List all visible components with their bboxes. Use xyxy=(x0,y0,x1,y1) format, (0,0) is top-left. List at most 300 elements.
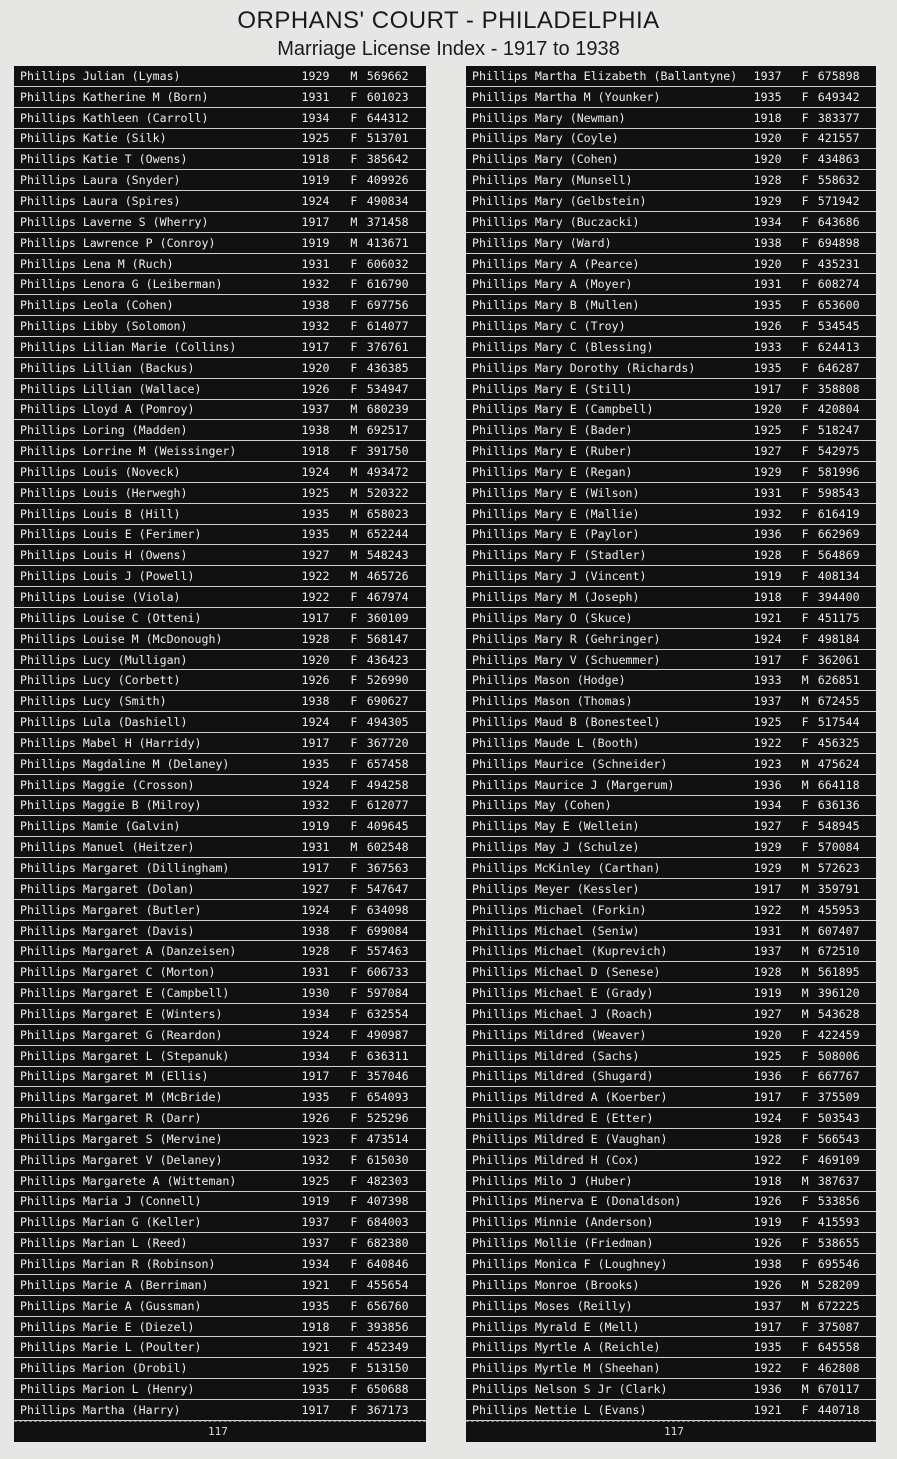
entry-license-number: 606032 xyxy=(366,256,409,271)
entry-name: Phillips Louise M (McDonough) xyxy=(20,631,223,646)
entry-sex: F xyxy=(350,1236,358,1251)
entry-sex: F xyxy=(350,1215,358,1230)
entry-sex: F xyxy=(350,923,358,938)
entry-name: Phillips Julian (Lymas) xyxy=(20,68,181,83)
entry-year: 1934 xyxy=(753,214,782,229)
index-entry-row xyxy=(14,400,426,421)
entry-name: Phillips May (Cohen) xyxy=(472,798,612,813)
entry-sex: F xyxy=(350,256,358,271)
entry-year: 1917 xyxy=(753,1319,782,1334)
entry-name: Phillips Maud B (Bonesteel) xyxy=(472,715,661,730)
index-entry-row xyxy=(466,87,876,108)
entry-name: Phillips Michael (Kuprevich) xyxy=(472,944,668,959)
entry-year: 1935 xyxy=(301,1382,330,1397)
entry-year: 1938 xyxy=(753,1257,782,1272)
entry-sex: M xyxy=(350,569,358,584)
entry-year: 1918 xyxy=(301,1319,330,1334)
page-header xyxy=(0,6,897,62)
page-number-left: 117 xyxy=(14,1421,426,1442)
entry-name: Phillips Margaret C (Morton) xyxy=(20,965,216,980)
entry-year: 1937 xyxy=(753,694,782,709)
entry-year: 1926 xyxy=(301,381,330,396)
entry-license-number: 561895 xyxy=(817,965,860,980)
entry-year: 1917 xyxy=(301,1402,330,1417)
entry-name: Phillips Lula (Dashiell) xyxy=(20,715,188,730)
entry-year: 1926 xyxy=(753,319,782,334)
entry-license-number: 517544 xyxy=(817,715,860,730)
entry-license-number: 376761 xyxy=(366,339,409,354)
entry-sex: F xyxy=(350,1069,358,1084)
index-entry-row xyxy=(466,108,876,129)
entry-name: Phillips Laura (Spires) xyxy=(20,193,181,208)
entry-license-number: 452349 xyxy=(366,1340,409,1355)
entry-year: 1920 xyxy=(753,1027,782,1042)
index-entry-row xyxy=(466,170,876,191)
index-entry-row xyxy=(14,1379,426,1400)
entry-name: Phillips Lucy (Corbett) xyxy=(20,673,181,688)
entry-sex: F xyxy=(801,1257,809,1272)
entry-license-number: 684003 xyxy=(366,1215,409,1230)
index-entry-row xyxy=(14,358,426,379)
entry-sex: F xyxy=(350,1027,358,1042)
entry-sex: F xyxy=(801,235,809,250)
entry-name: Phillips Lawrence P (Conroy) xyxy=(20,235,216,250)
entry-license-number: 662969 xyxy=(817,527,860,542)
entry-sex: F xyxy=(801,735,809,750)
entry-sex: F xyxy=(801,1131,809,1146)
entry-year: 1931 xyxy=(301,256,330,271)
entry-sex: F xyxy=(801,1048,809,1063)
entry-sex: F xyxy=(801,319,809,334)
entry-year: 1923 xyxy=(301,1131,330,1146)
entry-year: 1919 xyxy=(753,986,782,1001)
index-entry-row xyxy=(466,358,876,379)
index-entry-row xyxy=(466,1067,876,1088)
index-entry-row xyxy=(14,1108,426,1129)
entry-name: Phillips Margaret (Davis) xyxy=(20,923,195,938)
entry-license-number: 597084 xyxy=(366,986,409,1001)
entry-sex: M xyxy=(350,214,358,229)
index-entry-row xyxy=(466,504,876,525)
entry-sex: F xyxy=(801,173,809,188)
entry-sex: F xyxy=(801,840,809,855)
entry-year: 1924 xyxy=(301,1027,330,1042)
entry-year: 1936 xyxy=(753,777,782,792)
index-entry-row xyxy=(14,816,426,837)
entry-license-number: 571942 xyxy=(817,193,860,208)
index-entry-row xyxy=(466,921,876,942)
entry-year: 1931 xyxy=(753,923,782,938)
index-entry-row xyxy=(466,941,876,962)
entry-sex: M xyxy=(801,1298,809,1313)
entry-name: Phillips Katherine M (Born) xyxy=(20,89,209,104)
index-entry-row xyxy=(466,1233,876,1254)
entry-license-number: 513701 xyxy=(366,131,409,146)
entry-sex: F xyxy=(801,548,809,563)
entry-name: Phillips Milo J (Huber) xyxy=(472,1173,633,1188)
index-entry-row xyxy=(14,566,426,587)
entry-year: 1927 xyxy=(753,1006,782,1021)
entry-year: 1928 xyxy=(301,631,330,646)
entry-year: 1919 xyxy=(301,173,330,188)
entry-license-number: 508006 xyxy=(817,1048,860,1063)
index-entry-row xyxy=(466,1150,876,1171)
entry-license-number: 598543 xyxy=(817,485,860,500)
index-entry-row xyxy=(466,1358,876,1379)
entry-year: 1935 xyxy=(301,1298,330,1313)
index-entry-row xyxy=(14,1025,426,1046)
index-entry-row xyxy=(466,608,876,629)
index-entry-row xyxy=(466,1087,876,1108)
entry-sex: F xyxy=(801,715,809,730)
entry-sex: F xyxy=(350,756,358,771)
entry-sex: F xyxy=(801,527,809,542)
entry-name: Phillips Mary A (Moyer) xyxy=(472,277,633,292)
entry-name: Phillips Louis (Noveck) xyxy=(20,464,181,479)
entry-license-number: 538655 xyxy=(817,1236,860,1251)
entry-license-number: 548945 xyxy=(817,819,860,834)
entry-license-number: 675898 xyxy=(817,68,860,83)
entry-sex: F xyxy=(801,569,809,584)
index-entry-row xyxy=(14,1129,426,1150)
entry-year: 1917 xyxy=(301,735,330,750)
index-entry-row xyxy=(14,295,426,316)
entry-sex: F xyxy=(350,277,358,292)
entry-year: 1919 xyxy=(753,569,782,584)
entry-sex: F xyxy=(801,444,809,459)
entry-sex: F xyxy=(350,1131,358,1146)
entry-year: 1921 xyxy=(301,1277,330,1292)
entry-name: Phillips Mary F (Stadler) xyxy=(472,548,647,563)
index-entry-row xyxy=(14,254,426,275)
index-entry-row xyxy=(466,733,876,754)
entry-sex: M xyxy=(350,506,358,521)
entry-name: Phillips Maude L (Booth) xyxy=(472,735,640,750)
entry-sex: F xyxy=(350,444,358,459)
entry-license-number: 624413 xyxy=(817,339,860,354)
entry-year: 1934 xyxy=(301,110,330,125)
entry-name: Phillips Mary E (Campbell) xyxy=(472,402,654,417)
entry-year: 1934 xyxy=(301,1257,330,1272)
entry-year: 1938 xyxy=(301,923,330,938)
index-entry-row xyxy=(466,274,876,295)
entry-year: 1919 xyxy=(753,1215,782,1230)
index-entry-row xyxy=(466,712,876,733)
entry-sex: F xyxy=(350,1298,358,1313)
entry-name: Phillips Margaret V (Delaney) xyxy=(20,1152,223,1167)
entry-year: 1932 xyxy=(301,1152,330,1167)
entry-name: Phillips Marie L (Poulter) xyxy=(20,1340,202,1355)
index-entry-row xyxy=(466,1192,876,1213)
entry-license-number: 612077 xyxy=(366,798,409,813)
entry-license-number: 409645 xyxy=(366,819,409,834)
entry-year: 1925 xyxy=(301,1361,330,1376)
entry-sex: M xyxy=(801,1277,809,1292)
entry-year: 1928 xyxy=(753,173,782,188)
entry-sex: F xyxy=(801,590,809,605)
entry-name: Phillips Mary (Ward) xyxy=(472,235,612,250)
entry-license-number: 657458 xyxy=(366,756,409,771)
entry-sex: F xyxy=(801,110,809,125)
entry-name: Phillips Mary (Newman) xyxy=(472,110,626,125)
index-entry-row xyxy=(14,983,426,1004)
entry-name: Phillips Margaret (Dolan) xyxy=(20,881,195,896)
entry-name: Phillips Lucy (Smith) xyxy=(20,694,167,709)
entry-sex: F xyxy=(801,506,809,521)
entry-sex: F xyxy=(801,610,809,625)
entry-sex: F xyxy=(801,193,809,208)
entry-year: 1935 xyxy=(301,506,330,521)
entry-name: Phillips May E (Wellein) xyxy=(472,819,640,834)
entry-name: Phillips Mary C (Blessing) xyxy=(472,339,654,354)
entry-license-number: 465726 xyxy=(366,569,409,584)
index-entry-row xyxy=(14,420,426,441)
entry-year: 1931 xyxy=(301,965,330,980)
entry-sex: F xyxy=(801,1236,809,1251)
index-entry-row xyxy=(14,1275,426,1296)
entry-year: 1917 xyxy=(301,339,330,354)
entry-license-number: 528209 xyxy=(817,1277,860,1292)
index-entry-row xyxy=(466,545,876,566)
entry-license-number: 650688 xyxy=(366,1382,409,1397)
index-entry-row xyxy=(466,295,876,316)
entry-year: 1934 xyxy=(301,1048,330,1063)
entry-license-number: 670117 xyxy=(817,1382,860,1397)
index-entry-row xyxy=(14,1150,426,1171)
entry-license-number: 393856 xyxy=(366,1319,409,1334)
entry-license-number: 680239 xyxy=(366,402,409,417)
entry-year: 1920 xyxy=(753,152,782,167)
entry-name: Phillips Mollie (Friedman) xyxy=(472,1236,654,1251)
entry-license-number: 694898 xyxy=(817,235,860,250)
entry-sex: F xyxy=(801,152,809,167)
entry-license-number: 602548 xyxy=(366,840,409,855)
entry-sex: F xyxy=(350,965,358,980)
index-entry-row xyxy=(14,1337,426,1358)
entry-name: Phillips Marie A (Gussman) xyxy=(20,1298,202,1313)
entry-name: Phillips Marian R (Robinson) xyxy=(20,1257,216,1272)
entry-name: Phillips Martha Elizabeth (Ballantyne) xyxy=(472,68,738,83)
entry-license-number: 682380 xyxy=(366,1236,409,1251)
entry-sex: M xyxy=(801,673,809,688)
entry-name: Phillips Meyer (Kessler) xyxy=(472,881,640,896)
entry-sex: M xyxy=(801,1006,809,1021)
index-entry-row xyxy=(14,1004,426,1025)
entry-sex: F xyxy=(350,777,358,792)
entry-sex: F xyxy=(801,68,809,83)
entry-sex: M xyxy=(350,485,358,500)
entry-name: Phillips Margaret R (Darr) xyxy=(20,1111,202,1126)
entry-year: 1922 xyxy=(753,1361,782,1376)
entry-year: 1920 xyxy=(301,360,330,375)
entry-license-number: 542975 xyxy=(817,444,860,459)
entry-sex: M xyxy=(801,986,809,1001)
index-entry-row xyxy=(466,1379,876,1400)
entry-name: Phillips Moses (Reilly) xyxy=(472,1298,633,1313)
index-entry-row xyxy=(14,587,426,608)
entry-name: Phillips Libby (Solomon) xyxy=(20,319,188,334)
entry-year: 1926 xyxy=(301,1111,330,1126)
entry-name: Phillips Mary (Coyle) xyxy=(472,131,619,146)
entry-name: Phillips Marie E (Diezel) xyxy=(20,1319,195,1334)
entry-year: 1925 xyxy=(301,485,330,500)
entry-year: 1928 xyxy=(753,1131,782,1146)
page-title: ORPHANS' COURT - PHILADELPHIA xyxy=(237,7,660,34)
entry-license-number: 653600 xyxy=(817,298,860,313)
entry-year: 1924 xyxy=(301,464,330,479)
index-entry-row xyxy=(466,962,876,983)
entry-name: Phillips Marian L (Reed) xyxy=(20,1236,188,1251)
index-entry-row xyxy=(14,191,426,212)
entry-name: Phillips Monica F (Loughney) xyxy=(472,1257,668,1272)
index-entry-row xyxy=(14,1358,426,1379)
entry-license-number: 526990 xyxy=(366,673,409,688)
entry-license-number: 375509 xyxy=(817,1090,860,1105)
entry-year: 1922 xyxy=(753,1152,782,1167)
entry-sex: F xyxy=(350,652,358,667)
entry-year: 1935 xyxy=(301,527,330,542)
entry-year: 1929 xyxy=(753,193,782,208)
entry-year: 1926 xyxy=(301,673,330,688)
entry-name: Phillips Maggie (Crosson) xyxy=(20,777,195,792)
index-entry-row xyxy=(466,462,876,483)
index-entry-row xyxy=(14,691,426,712)
entry-license-number: 547647 xyxy=(366,881,409,896)
index-entry-row xyxy=(466,1004,876,1025)
entry-license-number: 644312 xyxy=(366,110,409,125)
entry-year: 1937 xyxy=(753,1298,782,1313)
entry-name: Phillips Margaret (Dillingham) xyxy=(20,860,230,875)
entry-year: 1938 xyxy=(301,298,330,313)
entry-name: Phillips Lenora G (Leiberman) xyxy=(20,277,223,292)
entry-sex: F xyxy=(801,402,809,417)
entry-name: Phillips Mildred E (Etter) xyxy=(472,1111,654,1126)
entry-sex: F xyxy=(801,819,809,834)
entry-year: 1922 xyxy=(753,902,782,917)
entry-license-number: 699084 xyxy=(366,923,409,938)
entry-license-number: 467974 xyxy=(366,590,409,605)
entry-name: Phillips Louis B (Hill) xyxy=(20,506,181,521)
entry-year: 1918 xyxy=(753,1173,782,1188)
index-entry-row xyxy=(14,921,426,942)
entry-year: 1932 xyxy=(753,506,782,521)
entry-year: 1936 xyxy=(753,527,782,542)
entry-year: 1931 xyxy=(301,840,330,855)
entry-sex: F xyxy=(801,89,809,104)
entry-license-number: 672225 xyxy=(817,1298,860,1313)
entry-name: Phillips Marie A (Berriman) xyxy=(20,1277,209,1292)
index-entry-row xyxy=(14,733,426,754)
entry-license-number: 664118 xyxy=(817,777,860,792)
entry-license-number: 367720 xyxy=(366,735,409,750)
entry-sex: M xyxy=(801,694,809,709)
entry-license-number: 436423 xyxy=(366,652,409,667)
entry-sex: F xyxy=(801,631,809,646)
entry-license-number: 469109 xyxy=(817,1152,860,1167)
index-entry-row xyxy=(466,1212,876,1233)
entry-name: Phillips Mary C (Troy) xyxy=(472,319,626,334)
entry-year: 1928 xyxy=(753,548,782,563)
entry-sex: F xyxy=(350,89,358,104)
entry-name: Phillips Louis E (Ferimer) xyxy=(20,527,202,542)
right-entries-list xyxy=(466,66,876,1421)
entry-year: 1929 xyxy=(301,68,330,83)
entry-license-number: 367173 xyxy=(366,1402,409,1417)
entry-sex: F xyxy=(801,1361,809,1376)
entry-year: 1927 xyxy=(753,819,782,834)
entry-license-number: 570084 xyxy=(817,840,860,855)
entry-sex: F xyxy=(350,1402,358,1417)
entry-sex: M xyxy=(350,464,358,479)
entry-sex: F xyxy=(801,131,809,146)
index-entry-row xyxy=(466,1025,876,1046)
index-entry-row xyxy=(466,796,876,817)
entry-license-number: 451175 xyxy=(817,610,860,625)
entry-license-number: 358808 xyxy=(817,381,860,396)
entry-sex: M xyxy=(350,527,358,542)
entry-license-number: 569662 xyxy=(366,68,409,83)
entry-license-number: 645558 xyxy=(817,1340,860,1355)
entry-name: Phillips Louise (Viola) xyxy=(20,590,181,605)
index-entry-row xyxy=(466,129,876,150)
entry-name: Phillips Maurice (Schneider) xyxy=(472,756,668,771)
entry-year: 1924 xyxy=(753,631,782,646)
entry-name: Phillips Leola (Cohen) xyxy=(20,298,174,313)
entry-license-number: 568147 xyxy=(366,631,409,646)
entry-license-number: 394400 xyxy=(817,590,860,605)
index-entry-row xyxy=(466,1296,876,1317)
entry-license-number: 371458 xyxy=(366,214,409,229)
entry-year: 1937 xyxy=(301,1236,330,1251)
index-entry-row xyxy=(14,170,426,191)
index-entry-row xyxy=(14,712,426,733)
entry-license-number: 359791 xyxy=(817,881,860,896)
entry-name: Phillips Mary (Munsell) xyxy=(472,173,633,188)
entry-year: 1920 xyxy=(753,256,782,271)
entry-license-number: 692517 xyxy=(366,423,409,438)
entry-license-number: 520322 xyxy=(366,485,409,500)
entry-license-number: 357046 xyxy=(366,1069,409,1084)
index-entry-row xyxy=(466,983,876,1004)
index-entry-row xyxy=(14,962,426,983)
entry-name: Phillips Mary E (Paylor) xyxy=(472,527,640,542)
entry-year: 1922 xyxy=(301,569,330,584)
entry-license-number: 646287 xyxy=(817,360,860,375)
entry-sex: F xyxy=(801,798,809,813)
entry-sex: M xyxy=(801,1173,809,1188)
entry-license-number: 543628 xyxy=(817,1006,860,1021)
entry-sex: M xyxy=(801,965,809,980)
index-entry-row xyxy=(466,1171,876,1192)
entry-sex: F xyxy=(350,1006,358,1021)
entry-name: Phillips Mildred E (Vaughan) xyxy=(472,1131,668,1146)
entry-name: Phillips Mamie (Galvin) xyxy=(20,819,181,834)
index-entry-row xyxy=(14,1296,426,1317)
entry-year: 1935 xyxy=(753,360,782,375)
entry-year: 1926 xyxy=(753,1194,782,1209)
left-entries-list xyxy=(14,66,426,1421)
entry-sex: F xyxy=(801,381,809,396)
index-entry-row xyxy=(466,816,876,837)
index-entry-row xyxy=(14,149,426,170)
entry-license-number: 456325 xyxy=(817,735,860,750)
entry-sex: F xyxy=(350,1361,358,1376)
entry-sex: F xyxy=(350,881,358,896)
entry-sex: F xyxy=(350,1173,358,1188)
entry-license-number: 421557 xyxy=(817,131,860,146)
entry-license-number: 572623 xyxy=(817,860,860,875)
entry-sex: M xyxy=(350,235,358,250)
